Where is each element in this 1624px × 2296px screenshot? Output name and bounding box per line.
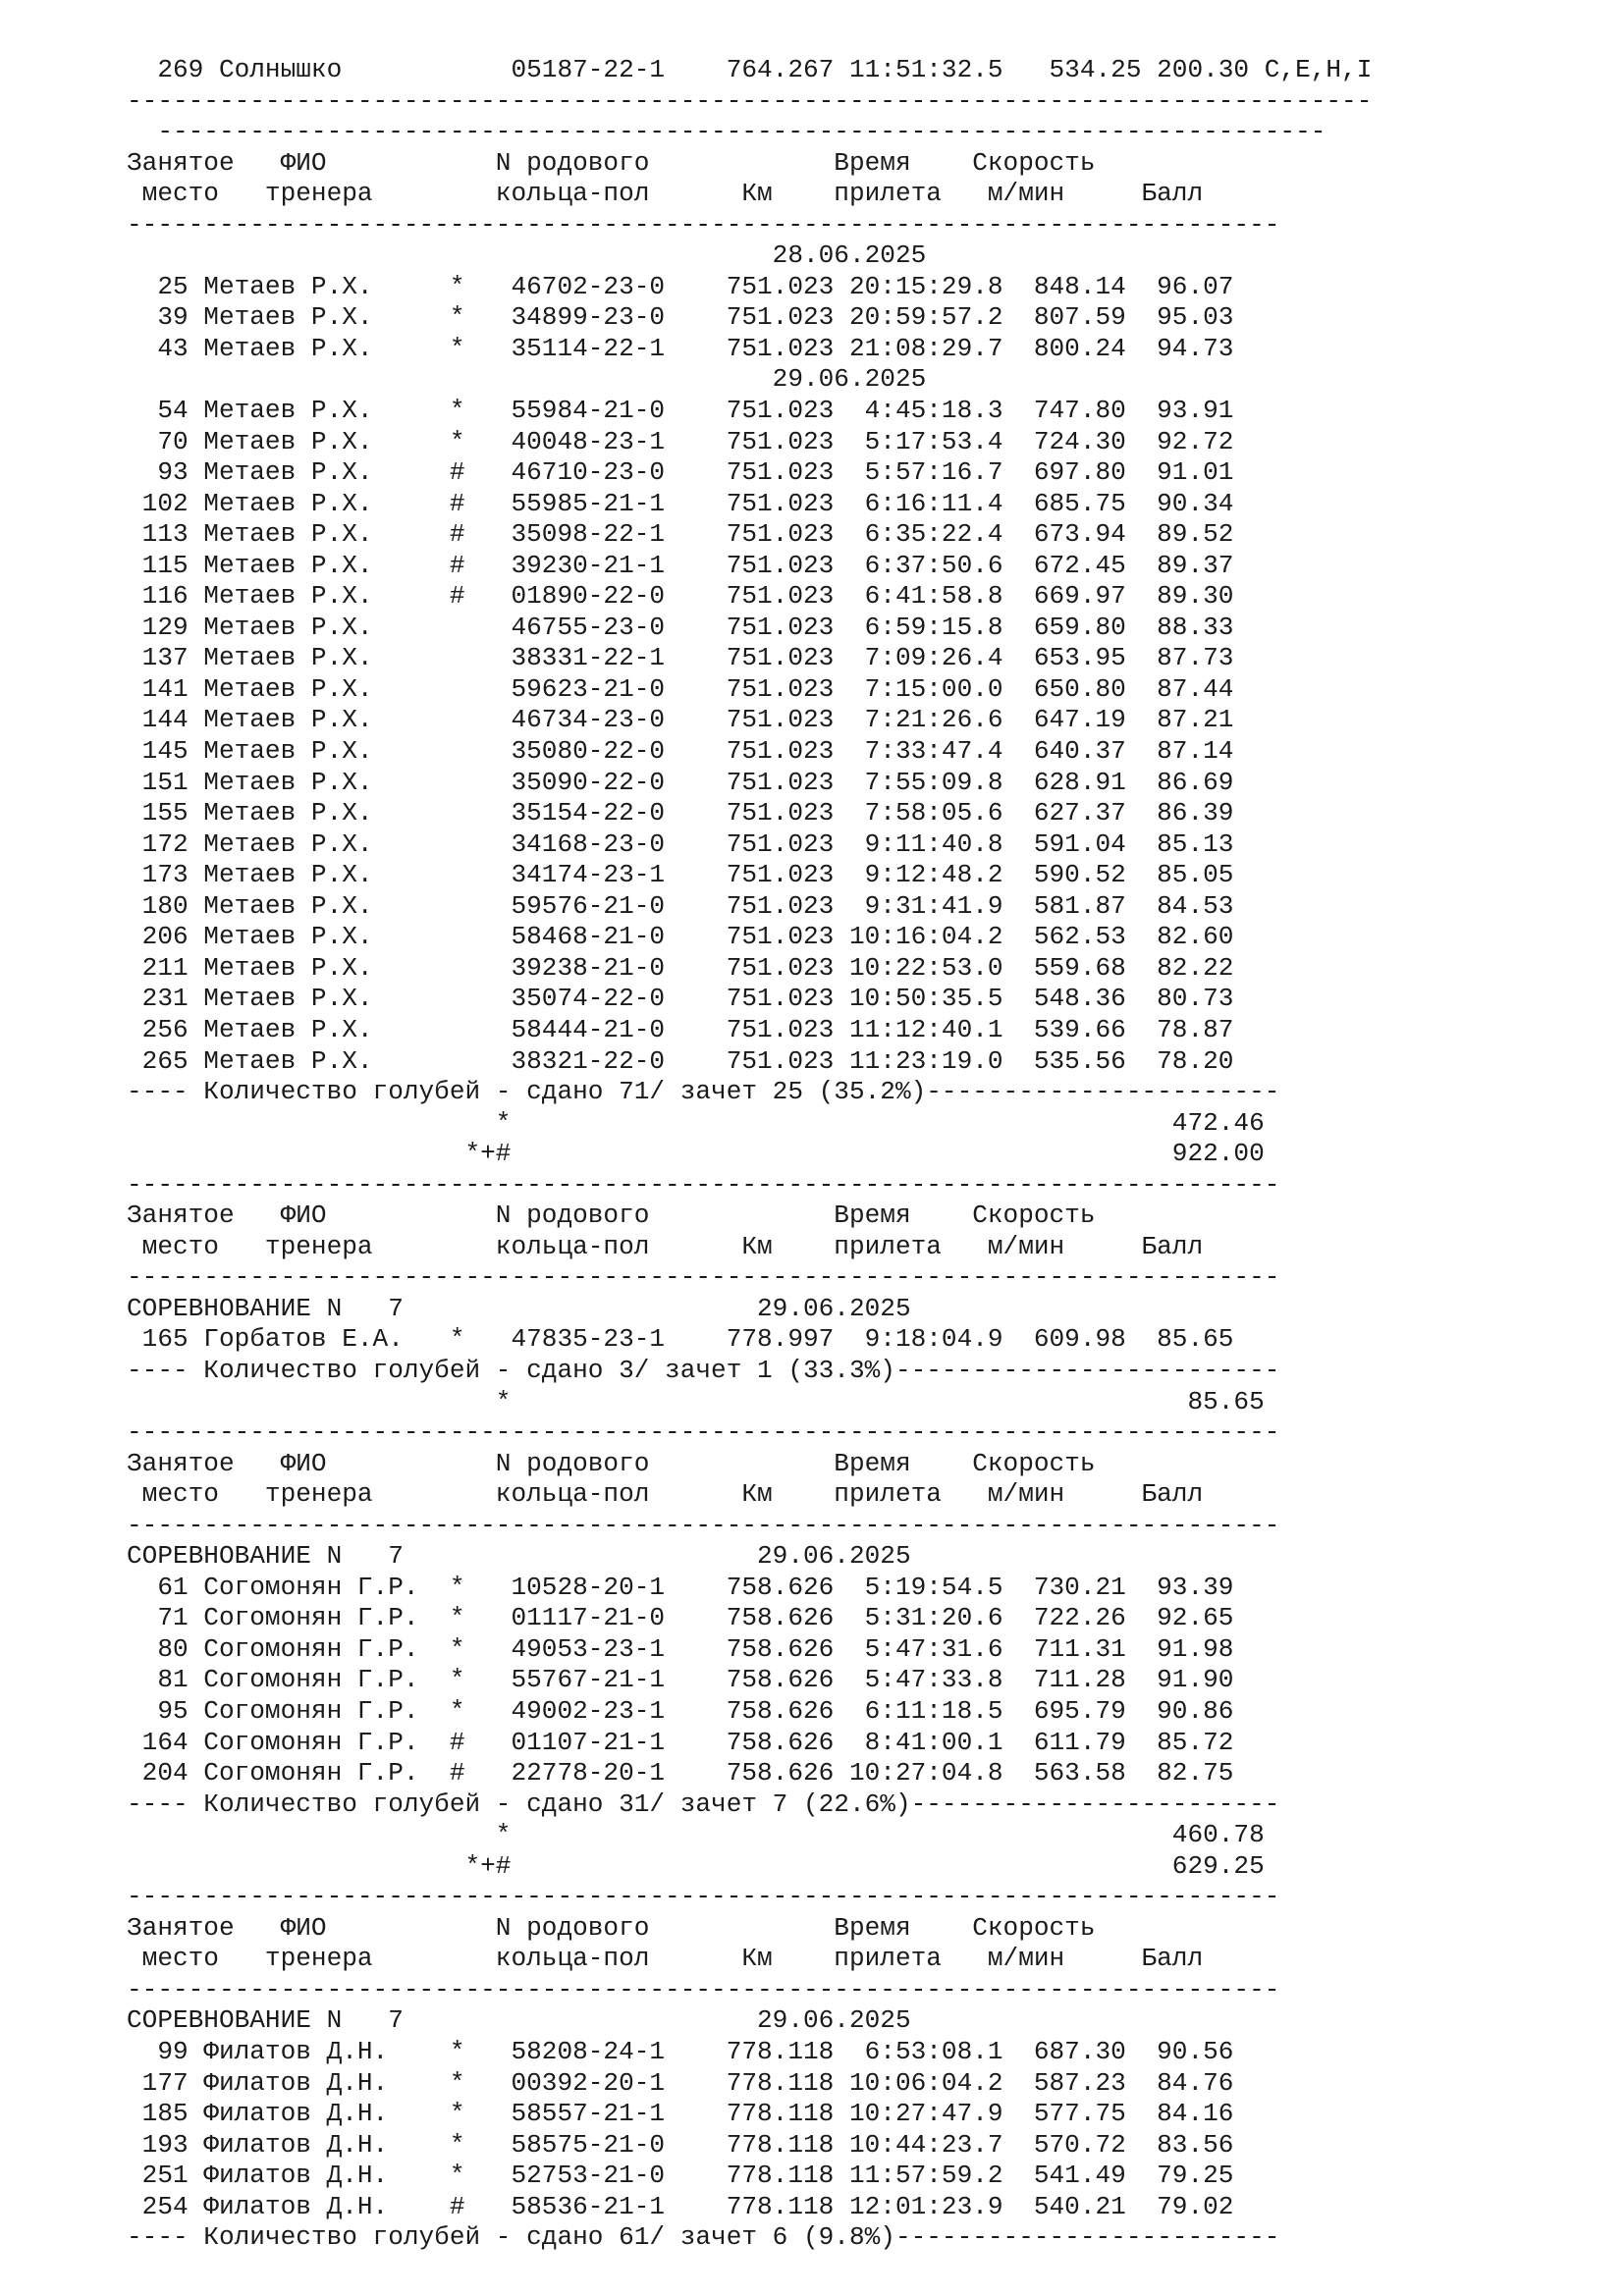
result-row: 269 Солнышко 05187-22-1 764.267 11:51:32.5 534.25 200.30 C,E,H,I <box>127 55 1373 84</box>
summary-line: ---- Количество голубей - сдано 71/ зачет 25 (35.2%)----------------------- <box>127 1077 1280 1107</box>
result-row: 61 Согомонян Г.Р. * 10528-20-1 758.626 5:19:54.5 730.21 93.39 <box>127 1572 1234 1602</box>
result-row: 251 Филатов Д.Н. * 52753-21-0 778.118 11:57:59.2 541.49 79.25 <box>127 2161 1234 2191</box>
column-header-line: Занятое ФИО N родового Время Скорость <box>127 1448 1096 1478</box>
total-line: * 472.46 <box>127 1107 1265 1138</box>
column-header-line: место тренера кольца-пол Км прилета м/мин Балл <box>127 1231 1204 1261</box>
result-row: 185 Филатов Д.Н. * 58557-21-1 778.118 10:27:47.9 577.75 84.16 <box>127 2099 1234 2129</box>
summary-line: ---- Количество голубей - сдано 31/ зачет 7 (22.6%)------------------------ <box>127 1789 1280 1819</box>
result-row: 80 Согомонян Г.Р. * 49053-23-1 758.626 5:47:31.6 711.31 91.98 <box>127 1633 1234 1664</box>
column-header-line: место тренера кольца-пол Км прилета м/мин Балл <box>127 1944 1204 1974</box>
separator-line: --------------------------------------------------------------------------- <box>127 1417 1280 1448</box>
result-row: 206 Метаев Р.Х. 58468-21-0 751.023 10:16:04.2 562.53 82.60 <box>127 922 1234 952</box>
result-row: 165 Горбатов Е.А. * 47835-23-1 778.997 9:18:04.9 609.98 85.65 <box>127 1324 1234 1355</box>
report-printout <box>127 55 1372 2254</box>
result-row: 137 Метаев Р.Х. 38331-22-1 751.023 7:09:26.4 653.95 87.73 <box>127 643 1234 673</box>
result-row: 256 Метаев Р.Х. 58444-21-0 751.023 11:12:40.1 539.66 78.87 <box>127 1014 1234 1044</box>
result-row: 172 Метаев Р.Х. 34168-23-0 751.023 9:11:40.8 591.04 85.13 <box>127 828 1234 859</box>
result-row: 113 Метаев Р.Х. # 35098-22-1 751.023 6:35:22.4 673.94 89.52 <box>127 519 1234 550</box>
result-row: 81 Согомонян Г.Р. * 55767-21-1 758.626 5:47:33.8 711.28 91.90 <box>127 1665 1234 1695</box>
total-line: * 460.78 <box>127 1820 1265 1850</box>
result-row: 204 Согомонян Г.Р. # 22778-20-1 758.626 10:27:04.8 563.58 82.75 <box>127 1758 1234 1789</box>
separator-line: ---------------------------------------------------------------------------- <box>127 117 1326 147</box>
column-header-line: Занятое ФИО N родового Время Скорость <box>127 1912 1096 1943</box>
result-row: 145 Метаев Р.Х. 35080-22-0 751.023 7:33:47.4 640.37 87.14 <box>127 736 1234 767</box>
result-row: 265 Метаев Р.Х. 38321-22-0 751.023 11:23:19.0 535.56 78.20 <box>127 1045 1234 1076</box>
separator-line: --------------------------------------------------------------------------- <box>127 1974 1280 2004</box>
summary-line: ---- Количество голубей - сдано 3/ зачет 1 (33.3%)------------------------- <box>127 1355 1280 1385</box>
separator-line: --------------------------------------------------------------------------- <box>127 209 1280 240</box>
result-row: 141 Метаев Р.Х. 59623-21-0 751.023 7:15:00.0 650.80 87.44 <box>127 673 1234 704</box>
result-row: 164 Согомонян Г.Р. # 01107-21-1 758.626 8:41:00.1 611.79 85.72 <box>127 1727 1234 1757</box>
summary-line: ---- Количество голубей - сдано 61/ зачет 6 (9.8%)------------------------- <box>127 2222 1280 2253</box>
result-row: 99 Филатов Д.Н. * 58208-24-1 778.118 6:53:08.1 687.30 90.56 <box>127 2037 1234 2066</box>
result-row: 95 Согомонян Г.Р. * 49002-23-1 758.626 6:11:18.5 695.79 90.86 <box>127 1695 1234 1726</box>
column-header-line: место тренера кольца-пол Км прилета м/мин Балл <box>127 1479 1204 1510</box>
result-row: 155 Метаев Р.Х. 35154-22-0 751.023 7:58:05.6 627.37 86.39 <box>127 798 1234 828</box>
result-row: 151 Метаев Р.Х. 35090-22-0 751.023 7:55:09.8 628.91 86.69 <box>127 767 1234 797</box>
total-line: *+# 922.00 <box>127 1139 1265 1169</box>
section-date-line: СОРЕВНОВАНИЕ N 7 29.06.2025 <box>127 2005 911 2036</box>
result-row: 93 Метаев Р.Х. # 46710-23-0 751.023 5:57:16.7 697.80 91.01 <box>127 457 1234 488</box>
result-row: 25 Метаев Р.Х. * 46702-23-0 751.023 20:15:29.8 848.14 96.07 <box>127 271 1234 301</box>
result-row: 54 Метаев Р.Х. * 55984-21-0 751.023 4:45:18.3 747.80 93.91 <box>127 396 1234 426</box>
result-row: 39 Метаев Р.Х. * 34899-23-0 751.023 20:59:57.2 807.59 95.03 <box>127 302 1234 333</box>
result-row: 231 Метаев Р.Х. 35074-22-0 751.023 10:50:35.5 548.36 80.73 <box>127 984 1234 1014</box>
section-date-line: 28.06.2025 <box>127 240 927 271</box>
column-header-line: Занятое ФИО N родового Время Скорость <box>127 1201 1096 1231</box>
result-row: 193 Филатов Д.Н. * 58575-21-0 778.118 10:44:23.7 570.72 83.56 <box>127 2129 1234 2160</box>
result-row: 116 Метаев Р.Х. # 01890-22-0 751.023 6:41:58.8 669.97 89.30 <box>127 581 1234 612</box>
separator-line: --------------------------------------------------------------------------------- <box>127 85 1373 116</box>
result-row: 71 Согомонян Г.Р. * 01117-21-0 758.626 5:31:20.6 722.26 92.65 <box>127 1603 1234 1633</box>
column-header-line: место тренера кольца-пол Км прилета м/мин Балл <box>127 179 1204 209</box>
result-row: 254 Филатов Д.Н. # 58536-21-1 778.118 12:01:23.9 540.21 79.02 <box>127 2191 1234 2221</box>
section-date-line: СОРЕВНОВАНИЕ N 7 29.06.2025 <box>127 1293 911 1323</box>
result-row: 173 Метаев Р.Х. 34174-23-1 751.023 9:12:48.2 590.52 85.05 <box>127 860 1234 890</box>
result-row: 144 Метаев Р.Х. 46734-23-0 751.023 7:21:26.6 647.19 87.21 <box>127 705 1234 735</box>
result-row: 43 Метаев Р.Х. * 35114-22-1 751.023 21:08:29.7 800.24 94.73 <box>127 333 1234 363</box>
result-row: 211 Метаев Р.Х. 39238-21-0 751.023 10:22:53.0 559.68 82.22 <box>127 952 1234 983</box>
result-row: 177 Филатов Д.Н. * 00392-20-1 778.118 10:06:04.2 587.23 84.76 <box>127 2067 1234 2098</box>
separator-line: --------------------------------------------------------------------------- <box>127 1262 1280 1293</box>
result-row: 180 Метаев Р.Х. 59576-21-0 751.023 9:31:41.9 581.87 84.53 <box>127 890 1234 921</box>
result-row: 115 Метаев Р.Х. # 39230-21-1 751.023 6:37:50.6 672.45 89.37 <box>127 550 1234 580</box>
result-row: 102 Метаев Р.Х. # 55985-21-1 751.023 6:16:11.4 685.75 90.34 <box>127 488 1234 518</box>
total-line: * 85.65 <box>127 1386 1265 1416</box>
separator-line: --------------------------------------------------------------------------- <box>127 1169 1280 1200</box>
separator-line: --------------------------------------------------------------------------- <box>127 1882 1280 1912</box>
section-date-line: СОРЕВНОВАНИЕ N 7 29.06.2025 <box>127 1541 911 1572</box>
result-row: 70 Метаев Р.Х. * 40048-23-1 751.023 5:17:53.4 724.30 92.72 <box>127 426 1234 456</box>
separator-line: --------------------------------------------------------------------------- <box>127 1510 1280 1540</box>
column-header-line: Занятое ФИО N родового Время Скорость <box>127 147 1096 178</box>
total-line: *+# 629.25 <box>127 1850 1265 1881</box>
result-row: 129 Метаев Р.Х. 46755-23-0 751.023 6:59:15.8 659.80 88.33 <box>127 612 1234 642</box>
section-date-line: 29.06.2025 <box>127 364 927 395</box>
